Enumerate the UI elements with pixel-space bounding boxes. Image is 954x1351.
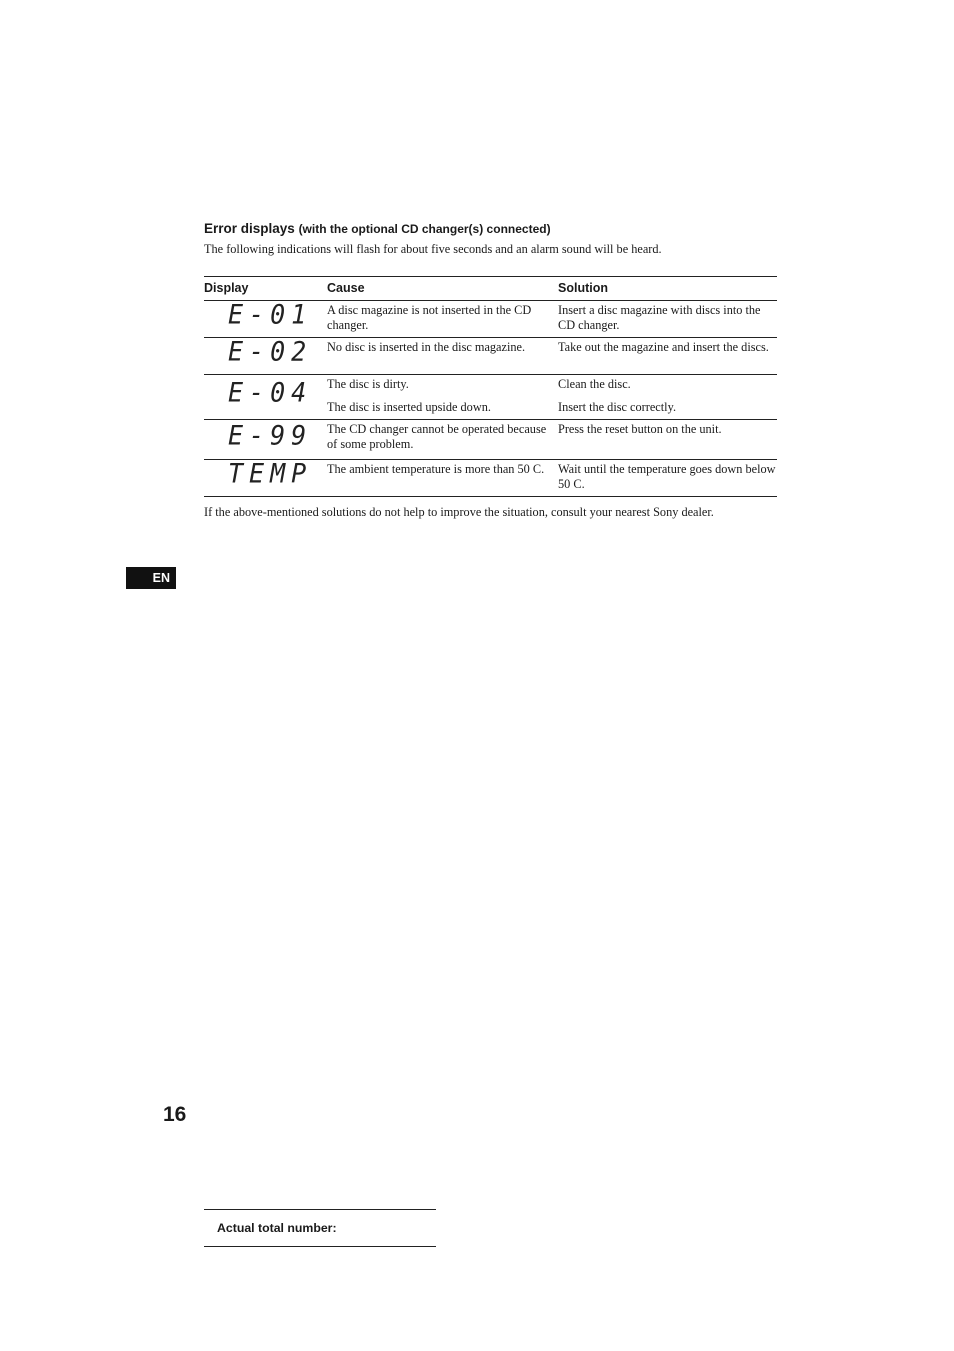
cause-cell: The CD changer cannot be operated because of some problem. — [327, 420, 558, 460]
cause-line: The disc is inserted upside down. — [327, 399, 491, 414]
header-solution: Solution — [558, 277, 777, 301]
display-code-cell — [204, 301, 327, 338]
solution-cell: Insert a disc magazine with discs into the CD changer. — [558, 301, 777, 338]
language-tab: EN — [126, 567, 176, 589]
lcd-display-code: E-02 — [228, 336, 313, 367]
cause-cell: A disc magazine is not inserted in the CD changer. — [327, 301, 558, 338]
solution-cell: Take out the magazine and insert the discs. — [558, 338, 777, 375]
table-row — [204, 460, 777, 497]
solution-line: Insert the disc correctly. — [558, 399, 677, 414]
table-header-row — [204, 277, 777, 301]
display-code-cell — [204, 338, 327, 375]
footnote-text: If the above-mentioned solutions do not help to improve the situation, consult your nearest Sony dealer. — [204, 505, 714, 519]
count-label: Actual total number: — [217, 1221, 337, 1235]
solution-cell: Press the reset button on the unit. — [558, 420, 777, 460]
lcd-display-code: E-04 — [228, 377, 313, 408]
table-row — [204, 375, 777, 420]
cause-cell: The ambient temperature is more than 50 C. — [327, 460, 558, 497]
section-subtitle: (with the optional CD changer(s) connected) — [298, 222, 551, 236]
lcd-display-code: TEMP — [228, 458, 313, 489]
section-title: Error displays — [204, 221, 295, 236]
table-row — [204, 301, 777, 338]
display-code-cell — [204, 460, 327, 497]
header-display: Display — [204, 277, 327, 301]
solution-line: Clean the disc. — [558, 377, 631, 391]
cause-cell — [327, 375, 558, 420]
solution-cell: Wait until the temperature goes down below 50 C. — [558, 460, 777, 497]
lcd-display-code: E-99 — [228, 419, 313, 451]
section-heading — [204, 221, 551, 236]
header-cause: Cause — [327, 277, 558, 301]
error-table — [204, 276, 777, 497]
table-row — [204, 420, 777, 460]
display-code-cell — [204, 420, 327, 460]
table-row — [204, 338, 777, 375]
intro-text: The following indications will flash for about five seconds and an alarm sound will be heard. — [204, 242, 662, 256]
lcd-display-code: E-01 — [228, 299, 313, 330]
cause-line: The disc is dirty. — [327, 377, 409, 391]
display-code-cell — [204, 375, 327, 420]
page-number: 16 — [163, 1103, 187, 1126]
count-box — [204, 1209, 436, 1247]
cause-cell: No disc is inserted in the disc magazine. — [327, 338, 558, 375]
solution-cell — [558, 375, 777, 420]
